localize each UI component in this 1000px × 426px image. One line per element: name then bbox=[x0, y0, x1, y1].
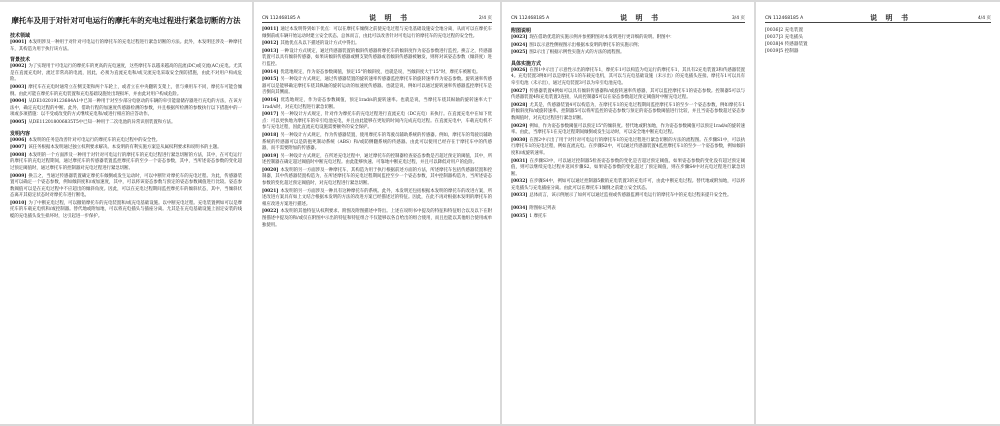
reference-list bbox=[765, 27, 991, 55]
paragraph-text: 尤其是，传感器装置4可以构造为，在摩托车1的充电过程期间监控摩托车1的至少一个姿态参数，例如摩托车1的倾斜度和/或旋转速率。控制器5可以将所监控的姿态参数与预定的姿态参数阈值进行比较，并且当姿态参数超过姿态参数阈值时，对充电过程进行紧急切断。 bbox=[511, 102, 745, 121]
paragraph-number: [0013] bbox=[262, 48, 279, 54]
paragraph bbox=[10, 99, 242, 119]
paragraph-text: 换言之，当通过传感器装置确定摩托车倾倒或发生运动时，可以中断针对摩托车的充电过程。为此，传感器装置可以确定一个姿态参数，例如倾斜度和/或加速度，其中，可以将该姿态参数与预定的姿态参数阈值进行比较。姿态参数阈值可以是在充电过程中不应超出的倾斜角度。因此，可以在充电过程期间监控摩托车的倾斜状态，其中，当倾斜状态离开其稳定状态时对摩托车进行断电。 bbox=[10, 173, 242, 199]
paragraph bbox=[262, 189, 492, 209]
reference-item bbox=[765, 34, 991, 41]
page-1-body bbox=[10, 32, 242, 221]
paragraph-text: 另一种设计方式规定，在所述充电过程中，通过摩托车的控制器检查姿态参数是否超过预定的阈值，其中，所述控制器在确定超过阈值时中断充电过程。由此能够快速、可靠地中断充电过程，并且可以降低对用户的危险。 bbox=[262, 153, 492, 166]
page-header bbox=[511, 14, 745, 23]
paragraph bbox=[511, 193, 745, 200]
paragraph-text: 现在借助优选的实施示例并参照附图对本发明进行更详细的说明。附图中： bbox=[529, 35, 675, 40]
paragraph-number: [0016] bbox=[262, 97, 279, 103]
paragraph-number: [0010] bbox=[10, 200, 27, 206]
section-heading: 发明内容 bbox=[10, 130, 31, 137]
paragraph bbox=[10, 201, 242, 221]
paragraph-number: [0026] bbox=[511, 67, 528, 73]
paragraph-text: 另一种设计方式规定，通过传感器装置的旋转速率传感器监控摩托车的旋转速率作为姿态参数。旋转速率传感器可以是能够确定摩托车绕其纵轴的旋转运动的加速度传感器。也就是说，例如可以通过旋转速率传感器监控摩托车是否倒向其侧面。 bbox=[262, 77, 492, 96]
paragraph-text: 总体而言，该示例展示了如何可以通过监视或传感器监测可电运行的摩托车中的充电过程来提升安全性。 bbox=[529, 193, 732, 199]
paragraph-number: [0021] bbox=[262, 188, 279, 194]
paragraph-number: [0032] bbox=[511, 179, 528, 185]
section-heading: 技术领域 bbox=[10, 33, 31, 39]
paragraph-text: 传感器装置4例如可以具有倾斜传感器和/或旋转速率传感器，其可以监控摩托车1的姿态参数。控制器5可以与传感器装置4和充电装置3连接，从而控制器5可以在姿态参数超过预定阈值时中断充电过程。 bbox=[511, 88, 745, 101]
paragraph-text: 优选地规定，作为姿态参数阈值，预定1rad/s的旋转速率。也就是说，当摩托车绕其纵轴的旋转速率大于1rad/s时，对充电过程进行紧急切断。 bbox=[262, 97, 492, 110]
paragraph-text: 1 摩托车 bbox=[529, 213, 547, 219]
paragraph-text: 本发明的任务是改善针对可电运行的摩托车的充电过程中的安全性。 bbox=[28, 137, 161, 143]
paragraph-text: 本发明的其他特征从权利要求、附图及附图描述中得出。上述在说明书中提及的特征和特征组合以及以下在附图描述中提及的和/或仅在附图中示出的特征和特征组合不仅能够以各自给出的组合使用，而且也能以其他组合使用或单独使用。 bbox=[262, 209, 492, 228]
paragraph bbox=[262, 154, 492, 167]
paragraph-number: [0008] bbox=[10, 152, 27, 158]
page-number: 2/4 页 bbox=[478, 16, 492, 21]
paragraph-text: 在图1中示出了示意性示出的摩托车1，摩托车1可以构造为电运行的摩托车1，其具有2充电装置3和传感器装置4。充电装置3例如可以是摩托车1的车载充电机，其可以与充电基础设施（未示出）的充电插头连接。摩托车1可以具有牵引电池（未示出），通过充电装置3可以为牵引电池充电。 bbox=[511, 67, 745, 86]
paragraph-text: 一种设计方式规定，通过传感器装置的倾斜传感器将摩托车的倾斜度作为姿态参数进行监控。换言之，传感器装置可以具有倾斜传感器，如果该倾斜传感器或侧支架传感器或者倾斜传感器被触发，则将对该姿态参数（倾斜度）进行监控。 bbox=[262, 48, 492, 67]
paragraph bbox=[262, 49, 492, 69]
paragraph-number: [0030] bbox=[511, 137, 528, 143]
paragraph-number: [0012] bbox=[262, 41, 279, 47]
paragraph bbox=[511, 50, 745, 57]
paragraph-number: [0038] bbox=[765, 42, 781, 47]
paragraph bbox=[262, 70, 492, 77]
paragraph bbox=[10, 64, 242, 84]
paragraph-text: 本发明涉及一种用于对针对可电运行的摩托车的充电过程进行紧急切断的方法。此外，本发明还涉及一种摩托车，其构造为用于执行该方法。 bbox=[10, 40, 242, 52]
paragraph-number: [0004] bbox=[10, 99, 27, 105]
paragraph-number: [0022] bbox=[262, 209, 279, 215]
paragraph-number: [0020] bbox=[262, 167, 279, 173]
paragraph-text: 在步骤S3中，可以通过控制器5检查姿态参数的变化是否超过预定阈值。如果姿态参数的变化没有超过预定阈值，则可以继续充电过程并返回步骤S2。如果姿态参数的变化超过了预定阈值，则在步骤S4中对充电过程进行紧急切断。 bbox=[511, 158, 745, 177]
paragraph-number: [0039] bbox=[765, 49, 781, 54]
reference-item bbox=[765, 27, 991, 34]
paragraph-text: 例如，作为姿态参数阈值可以预定15°的倾斜度。替代地或附加地，作为姿态参数阈值可以预定1rad/s的旋转速率。由此，当摩托车1在充电过程期间倾倒或发生运动时，可以安全地中断充电过程。 bbox=[511, 123, 745, 136]
page-1 bbox=[0, 2, 252, 424]
paragraph bbox=[511, 214, 745, 221]
paragraph-text: 3 充电插头 bbox=[780, 35, 804, 40]
page-header bbox=[262, 14, 492, 23]
paragraph-text: 为了实现用于可电运行的摩托车的更高的充电速度，这些摩托车以越来越高的直流(DC)或交流(AC)充电。尤其是在直流充电时，流过非常高的电流，因此，必须为直流充电和/或交流充电采取安全预防措施，由此不对用户构成危险。 bbox=[10, 64, 242, 83]
paragraph-number: [0003] bbox=[10, 84, 27, 90]
paragraph bbox=[511, 138, 745, 158]
paragraph bbox=[10, 120, 242, 127]
paragraph-number: [0024] bbox=[511, 42, 528, 48]
paragraph-number: [0029] bbox=[511, 123, 528, 129]
section-heading: 具体实施方式 bbox=[511, 60, 542, 67]
page-2-body bbox=[262, 27, 492, 229]
paragraph bbox=[511, 35, 745, 42]
paragraph-number: [0019] bbox=[262, 153, 279, 159]
page-4 bbox=[756, 2, 1000, 424]
paragraph-number: [0033] bbox=[511, 193, 528, 199]
paragraph-text: 4 传感器装置 bbox=[780, 42, 808, 47]
page-3 bbox=[502, 2, 754, 424]
paragraph-number: [0006] bbox=[10, 137, 27, 143]
doc-label: 说 明 书 bbox=[620, 14, 661, 22]
paragraph-text: 为了中断充电过程，可以撤销摩托车的充电装置和/或充电基础设施。以中断充电过程。充电装置例如可以是摩托车的车载充电机和/或控制器。替代地或附加地，可以将充电插头与插座分离。尤其是在充电基础设施上固定安装的线缆的充电插头发生损坏时，这引起进一步保护。 bbox=[10, 200, 242, 220]
paragraph-number: [0037] bbox=[765, 35, 781, 40]
paragraph-text: 本发明的一个方面涉及一种用于对针对可电运行的摩托车的充电过程进行紧急切断的方法，其中，在可电运行的摩托车的充电过程期间，通过摩托车的传感器装置监控摩托车的至少一个姿态参数，其中，当所述姿态参数的变化超过预定阈值时，通过摩托车的控制器对充电过程进行紧急切断。 bbox=[10, 152, 242, 171]
paragraph-number: [0002] bbox=[10, 64, 27, 70]
paragraph-number: [0027] bbox=[511, 88, 528, 94]
page-2 bbox=[254, 2, 500, 424]
paragraph-text: 附图标记列表 bbox=[529, 206, 556, 212]
paragraph-text: 其他优点从以下描述的设计方式中得出。 bbox=[280, 41, 360, 47]
paragraph-text: 优选地规定，作为姿态参数阈值，预定15°的倾斜度，也就是说，当倾斜度大于15°时，摩托车被断电。 bbox=[280, 69, 481, 75]
paragraph-text: 本发明的另一方面涉及一种摩托车，其构造为用于执行根据前述方面的方法，所述摩托车包括传感器装置和控制器，其中传感器装置构造为，在所述摩托车的充电过程期间监控至少一个姿态参数，其中控制器构造为，当所述姿态参数的变化超过预定阈值时，对充电过程进行紧急切断。 bbox=[262, 167, 492, 187]
paragraph bbox=[10, 85, 242, 98]
document-title: 摩托车及用于对针对可电运行的摩托车的充电过程进行紧急切断的方法 bbox=[11, 16, 241, 25]
paragraph-text: 在步骤S4中，例如可以通过控制器5撤销充电装置3的充电许可，由此中断充电过程。替代地或附加地，可以将充电插头与充电插座分离。由此可以在摩托车1倾倒之前建立安全状态。 bbox=[511, 179, 745, 191]
paragraph bbox=[262, 98, 492, 111]
paragraph-number: [0036] bbox=[765, 28, 781, 33]
paragraph-text: 摩托车在充电时通常立在侧支架和两个车轮上，或者立在中央翻转支架上，但与乘用车不同，摩托车可能会倾倒。由此可能在摩托车的充电装置和充电基础设施处出现损坏，并由此对用户构成危险。 bbox=[10, 84, 242, 97]
paragraph-text: 在图2中示出了用于对针对可电运行的摩托车1的充电过程进行紧急切断的方法的流程图。在步骤S1中，可以执行摩托车1的充电过程，例如直流充电。在步骤S2中，可以通过传感器装置4监控摩托车1的至少一个姿态参数，例如倾斜度和/或旋转速率。 bbox=[511, 137, 745, 156]
paragraph bbox=[511, 179, 745, 192]
paragraph-number: [0007] bbox=[10, 145, 27, 151]
doc-label: 说 明 书 bbox=[870, 14, 911, 22]
paragraph-number: [0025] bbox=[511, 50, 528, 56]
paragraph bbox=[511, 68, 745, 88]
section-heading: 背景技术 bbox=[10, 57, 31, 64]
paragraph-text: 2 充电装置 bbox=[780, 28, 804, 33]
paragraph-number: [0034] bbox=[511, 206, 528, 212]
paragraph-number: [0011] bbox=[262, 27, 279, 32]
page-number: 4/4 页 bbox=[977, 16, 991, 21]
paragraph-text: 该任务根据本发明通过独立权利要求解决。本发明的有利实施方案是从属权利要求和说明书的主题。 bbox=[28, 145, 222, 151]
paragraph-number: [0005] bbox=[10, 119, 27, 125]
paragraph bbox=[511, 89, 745, 102]
patent-number: CN 112468185 A bbox=[765, 15, 804, 21]
paragraph bbox=[262, 27, 492, 40]
paragraph-text: 另一种设计方式规定，作为传感器装置，使用摩托车的驾驶员辅助系统的传感器。例如，摩托车的驾驶员辅助系统的传感器可以是防抱死制动系统（ABS）和/或防侧翻系统的传感器。由此可以使用已经存在于摩托车中的传感器，而不需要附加的传感器。 bbox=[262, 132, 492, 152]
paragraph-number: [0018] bbox=[262, 132, 279, 138]
paragraph bbox=[262, 168, 492, 188]
paragraph-text: 从DE102019123684A1中已知一种用于对至少部分电驱动的车辆的牵引能量储存器进行充电的方法，在该方法中，确定充电过程的中断。此外，借助行程的加速度传感器检测的参数，并且根据所检测的参数执行以下措施中的一项或多项措施：以不受或改变的方式继续充电和/或进行相应的应答动作。 bbox=[10, 99, 242, 118]
patent-number: CN 112468185 A bbox=[262, 15, 301, 21]
doc-label: 说 明 书 bbox=[369, 14, 410, 22]
paragraph-number: [0035] bbox=[511, 213, 528, 219]
paragraph-number: [0014] bbox=[262, 69, 279, 75]
page-3-body bbox=[511, 27, 745, 220]
paragraph-text: 图2示出了根据示例性实施方式的方法的流程图。 bbox=[529, 50, 625, 56]
reference-item bbox=[765, 48, 991, 55]
paragraph-number: [0015] bbox=[262, 77, 279, 83]
paragraph bbox=[10, 138, 242, 145]
patent-number: CN 112468185 A bbox=[511, 15, 550, 21]
paragraph-number: [0031] bbox=[511, 158, 528, 164]
paragraph bbox=[262, 133, 492, 153]
paragraph bbox=[262, 112, 492, 132]
paragraph-text: 从DE112018006835T5中已知一种用于二次电池的异常识别装置和方法。 bbox=[28, 119, 176, 125]
paragraph-number: [0009] bbox=[10, 173, 27, 179]
paragraph-text: 5 控制器 bbox=[780, 49, 799, 54]
section-heading: 附图说明 bbox=[511, 28, 532, 34]
paragraph-text: 另一种设计方式规定，针对作为摩托车的充电过程进行直流充电（DC充电）来执行。在直流充电中在如下优点：可以更快地为摩托车的牵引电池充电，并且由此能够在更短的时间内完成充电过程。在直流充电中，车载充电机不参与充电过程，因此直流充电设施需要额外的安全保护。 bbox=[262, 112, 492, 131]
page-number: 3/4 页 bbox=[731, 16, 745, 21]
paragraph-number: [0023] bbox=[511, 35, 528, 40]
paragraph bbox=[511, 103, 745, 123]
paragraph-text: 本发明的另一方面涉及一种具有这种摩托车的系统。此外，本发明还包括根据本发明的摩托车的改进方案，所述改进方案具有如上文结合根据本发明的方法的改进方案已经描述过的特征。因此，在此不再对根据本发明的摩托车的相应改进方案进行描述。 bbox=[262, 188, 492, 207]
paragraph bbox=[10, 174, 242, 200]
paragraph bbox=[511, 159, 745, 179]
paragraph bbox=[262, 41, 492, 48]
paragraph bbox=[10, 153, 242, 173]
paragraph-number: [0001] bbox=[10, 40, 27, 45]
paragraph bbox=[10, 145, 242, 152]
paragraph bbox=[511, 124, 745, 137]
paragraph-number: [0017] bbox=[262, 112, 279, 118]
paragraph-text: 图1以示意性侧视图示出根据本发明的摩托车的实施示例； bbox=[529, 42, 642, 48]
paragraph bbox=[262, 209, 492, 229]
paragraph-number: [0028] bbox=[511, 102, 528, 108]
page-header bbox=[765, 14, 991, 23]
paragraph bbox=[511, 206, 745, 213]
paragraph bbox=[10, 40, 242, 53]
paragraph bbox=[511, 43, 745, 50]
paragraph-text: 通过本发明得到如下优点：可以在摩托车倾倒之前使充电过程与充电基础设施安全地分离，从而可以在摩托车倾倒前或车辆开始运动时建立安全状态。总体而言，由此可以改善针对可电运行的摩托车的充电过程的安全性。 bbox=[262, 27, 492, 39]
paragraph bbox=[262, 77, 492, 97]
reference-item bbox=[765, 41, 991, 48]
